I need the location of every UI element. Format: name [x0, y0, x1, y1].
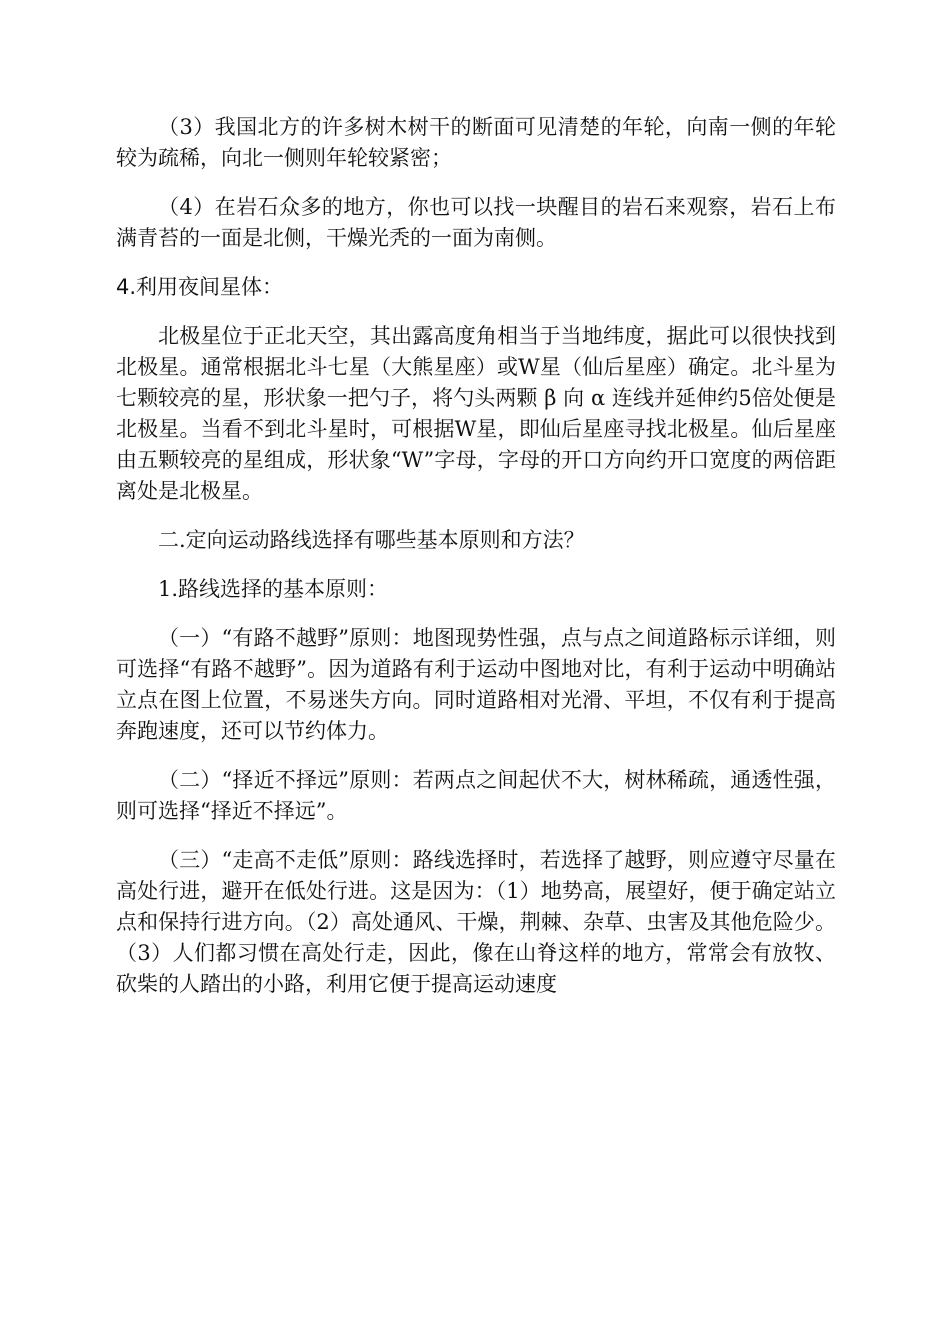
paragraph-principle-high: （三）“走高不走低”原则：路线选择时，若选择了越野，则应遵守尽量在高处行进，避开在低处行进。这是因为：（1）地势高，展望好，便于确定站立点和保持行进方向。（2）高处通风、干燥，荆棘、杂草、虫害及其他危险少。（3）人们都习惯在高处行走，因此，像在山脊这样的地方，常常会有放牧、砍柴的人踏出的小路，利用它便于提高运动速度 — [116, 848, 836, 996]
paragraph-rock-moss: （4）在岩石众多的地方，你也可以找一块醒目的岩石来观察，岩石上布满青苔的一面是北侧，干燥光秃的一面为南侧。 — [116, 195, 836, 250]
paragraph-north-star: 北极星位于正北天空，其出露高度角相当于当地纬度，据此可以很快找到北极星。通常根据北斗七星（大熊星座）或W星（仙后星座）确定。北斗星为七颗较亮的星，形状象一把勺子，将勺头两颗 β 向 α 连线并延伸约5倍处便是北极星。当看不到北斗星时，可根据W星，即仙后星座寻找北极星。仙后星座由五颗较亮的星组成，形状象“W”字母，字母的开口方向约开口宽度的两倍距离处是北极星。 — [116, 324, 836, 503]
document-body — [116, 112, 836, 1018]
paragraph-principle-road: （一）“有路不越野”原则：地图现势性强，点与点之间道路标示详细，则可选择“有路不越野”。因为道路有利于运动中图地对比，有利于运动中明确站立点在图上位置，不易迷失方向。同时道路相对光滑、平坦，不仅有利于提高奔跑速度，还可以节约体力。 — [116, 626, 836, 743]
section-heading-night-stars: 4.利用夜间星体： — [116, 275, 284, 299]
section-heading-route-selection: 二.定向运动路线选择有哪些基本原则和方法？ — [158, 528, 585, 552]
paragraph-principle-near: （二）“择近不择远”原则：若两点之间起伏不大，树林稀疏，通透性强，则可选择“择近不择远”。 — [116, 768, 836, 823]
subheading-basic-principles: 1.路线选择的基本原则： — [158, 577, 389, 601]
paragraph-tree-rings: （3）我国北方的许多树木树干的断面可见清楚的年轮，向南一侧的年轮较为疏稀，向北一侧则年轮较紧密； — [116, 115, 836, 170]
